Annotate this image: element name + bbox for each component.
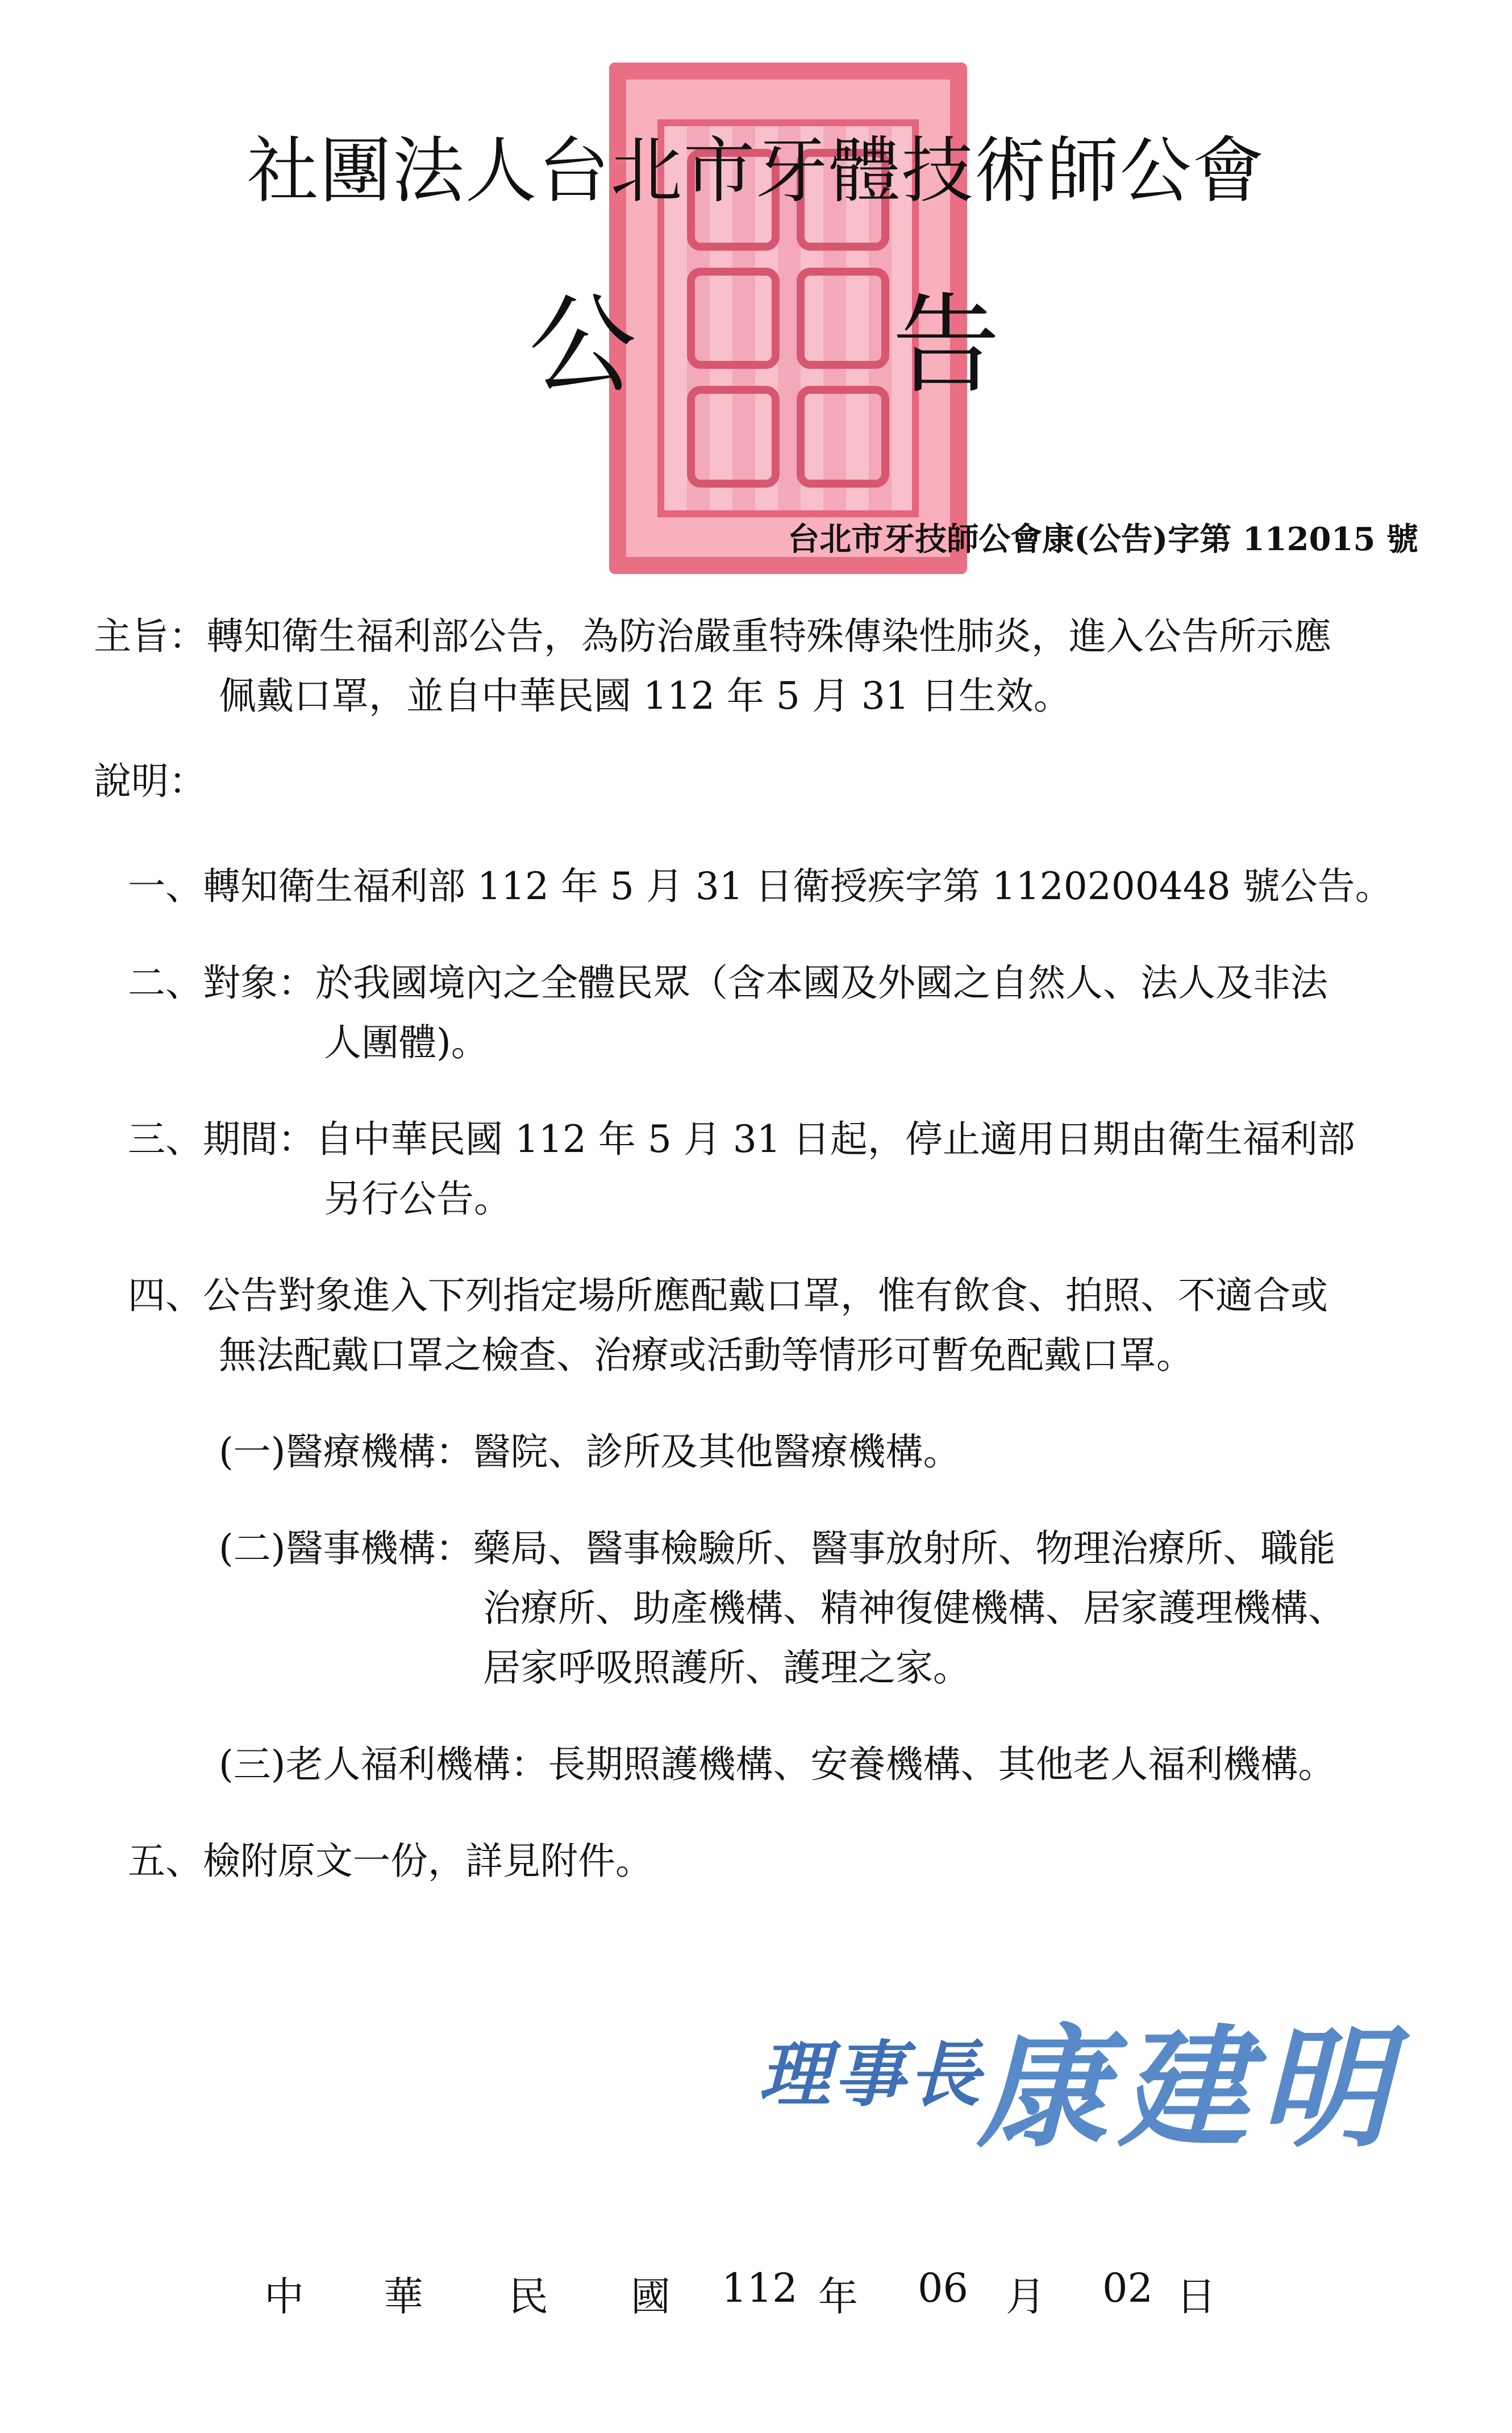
signature-title: 理事長 — [759, 2032, 984, 2116]
item-3-line-2: 另行公告。 — [324, 1177, 511, 1221]
item-4-line-1: 四、公告對象進入下列指定場所應配戴口罩，惟有飲食、拍照、不適合或 — [128, 1274, 1328, 1317]
item-2-line-1: 二、對象：於我國境內之全體民眾（含本國及外國之自然人、法人及非法 — [128, 961, 1328, 1005]
sub-item-2-line-3: 居家呼吸照護所、護理之家。 — [483, 1646, 970, 1690]
seal-glyph — [797, 268, 889, 369]
date-day-label: 日 — [1176, 2273, 1216, 2320]
sub-item-2-line-2: 治療所、助產機構、精神復健機構、居家護理機構、 — [483, 1586, 1346, 1630]
signature-name: 康建明 — [977, 2012, 1400, 2165]
item-2-line-2: 人團體)。 — [324, 1021, 489, 1064]
seal-glyph — [687, 268, 780, 369]
item-3-line-1: 三、期間：自中華民國 112 年 5 月 31 日起，停止適用日期由衛生福利部 — [128, 1117, 1355, 1161]
date-char-hua: 華 — [384, 2273, 423, 2320]
organization-title: 社團法人台北市牙體技術師公會 — [247, 129, 1265, 213]
sub-item-2-line-1: (二)醫事機構：藥局、醫事檢驗所、醫事放射所、物理治療所、職能 — [219, 1527, 1336, 1570]
seal-glyph — [797, 386, 889, 488]
item-4-line-2: 無法配戴口罩之檢查、治療或活動等情形可暫免配戴口罩。 — [219, 1333, 1194, 1377]
date-month-label: 月 — [1006, 2273, 1046, 2320]
date-year-label: 年 — [818, 2273, 858, 2320]
date-char-guo: 國 — [631, 2273, 670, 2320]
subject-line-2: 佩戴口罩，並自中華民國 112 年 5 月 31 日生效。 — [219, 674, 1071, 718]
date-line — [264, 2265, 1222, 2322]
subject-line-1: 主旨：轉知衛生福利部公告，為防治嚴重特殊傳染性肺炎，進入公告所示應 — [94, 614, 1331, 658]
date-char-zhong: 中 — [264, 2273, 304, 2320]
date-year: 112 — [722, 2265, 798, 2311]
explanation-label: 說明： — [94, 759, 206, 803]
date-month: 06 — [918, 2265, 969, 2311]
sub-item-3: (三)老人福利機構：長期照護機構、安養機構、其他老人福利機構。 — [219, 1742, 1336, 1786]
sub-item-1: (一)醫療機構：醫院、診所及其他醫療機構。 — [219, 1430, 961, 1474]
item-1: 一、轉知衛生福利部 112 年 5 月 31 日衛授疾字第 1120200448 號公告。 — [128, 864, 1393, 908]
date-day: 02 — [1102, 2265, 1153, 2311]
document-number: 台北市牙技師公會康(公告)字第 112015 號 — [788, 521, 1418, 558]
seal-glyph — [687, 386, 780, 488]
date-char-min: 民 — [509, 2273, 548, 2320]
item-5: 五、檢附原文一份，詳見附件。 — [128, 1839, 653, 1883]
notice-title-char-right: 告 — [892, 282, 1001, 408]
notice-title-char-left: 公 — [528, 282, 637, 408]
